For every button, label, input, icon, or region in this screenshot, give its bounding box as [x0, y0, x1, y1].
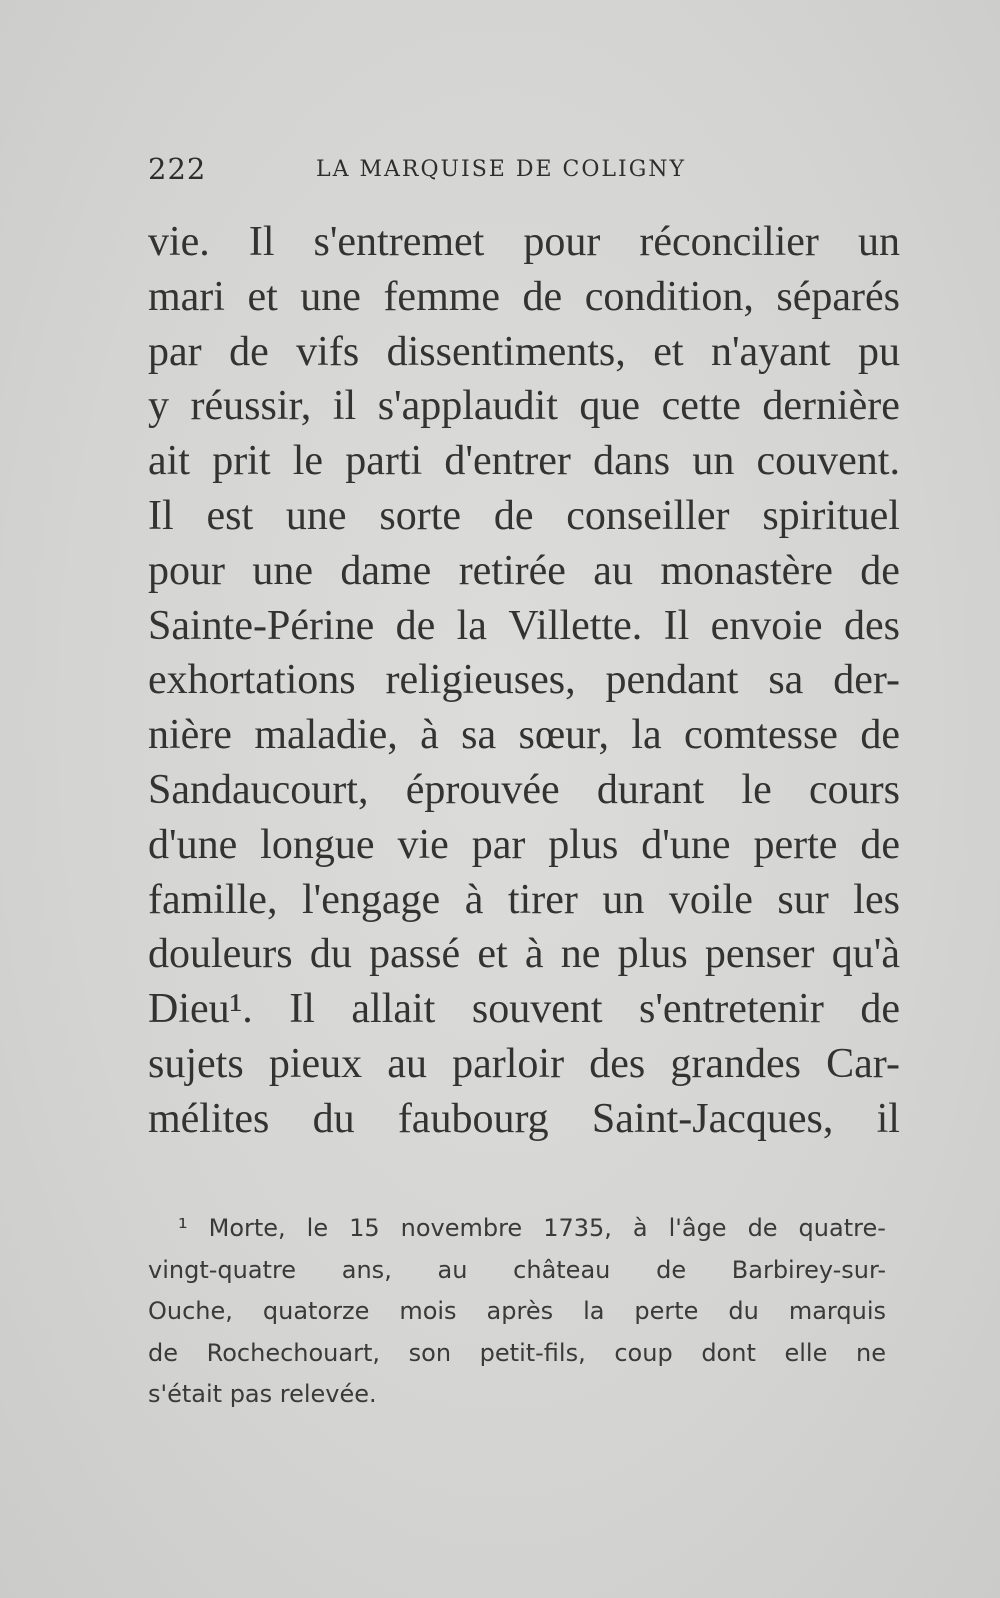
body-text — [148, 215, 900, 1147]
body-line: Il est une sorte de conseiller spirituel — [148, 492, 900, 539]
body-line: famille, l'engage à tirer un voile sur les — [148, 876, 900, 923]
body-line: ait prit le parti d'entrer dans un couvent. — [148, 438, 900, 485]
body-line: d'une longue vie par plus d'une perte de — [148, 821, 900, 868]
body-line: vie. Il s'entremet pour réconcilier un — [148, 219, 900, 265]
footnote-line: s'était pas relevée. — [148, 1380, 377, 1408]
footnote — [148, 1208, 886, 1416]
body-line: exhortations religieuses, pendant sa der- — [148, 657, 900, 704]
body-line: pour une dame retirée au monastère de — [148, 547, 900, 594]
body-line: Sandaucourt, éprouvée durant le cours — [148, 766, 900, 813]
body-line: y réussir, il s'applaudit que cette dernière — [148, 383, 900, 430]
footnote-line: ¹ Morte, le 15 novembre 1735, à l'âge de quatre- — [178, 1214, 886, 1242]
page-header — [148, 152, 888, 192]
footnote-line: vingt-quatre ans, au château de Barbirey-sur- — [148, 1255, 886, 1284]
body-line: Dieu¹. Il allait souvent s'entretenir de — [148, 986, 900, 1033]
body-line: nière maladie, à sa sœur, la comtesse de — [148, 712, 900, 759]
body-line: sujets pieux au parloir des grandes Car- — [148, 1040, 900, 1087]
body-line: par de vifs dissentiments, et n'ayant pu — [148, 328, 900, 375]
body-line: Sainte-Périne de la Villette. Il envoie des — [148, 602, 900, 649]
footnote-line: Ouche, quatorze mois après la perte du marquis — [148, 1297, 886, 1325]
page-number: 222 — [148, 152, 207, 186]
body-line: douleurs du passé et à ne plus penser qu'à — [148, 931, 900, 978]
body-line: mari et une femme de condition, séparés — [148, 273, 900, 320]
running-title: LA MARQUISE DE COLIGNY — [316, 157, 687, 182]
body-line: mélites du faubourg Saint-Jacques, il — [148, 1095, 900, 1142]
footnote-line: de Rochechouart, son petit-fils, coup dont elle ne — [148, 1338, 886, 1367]
